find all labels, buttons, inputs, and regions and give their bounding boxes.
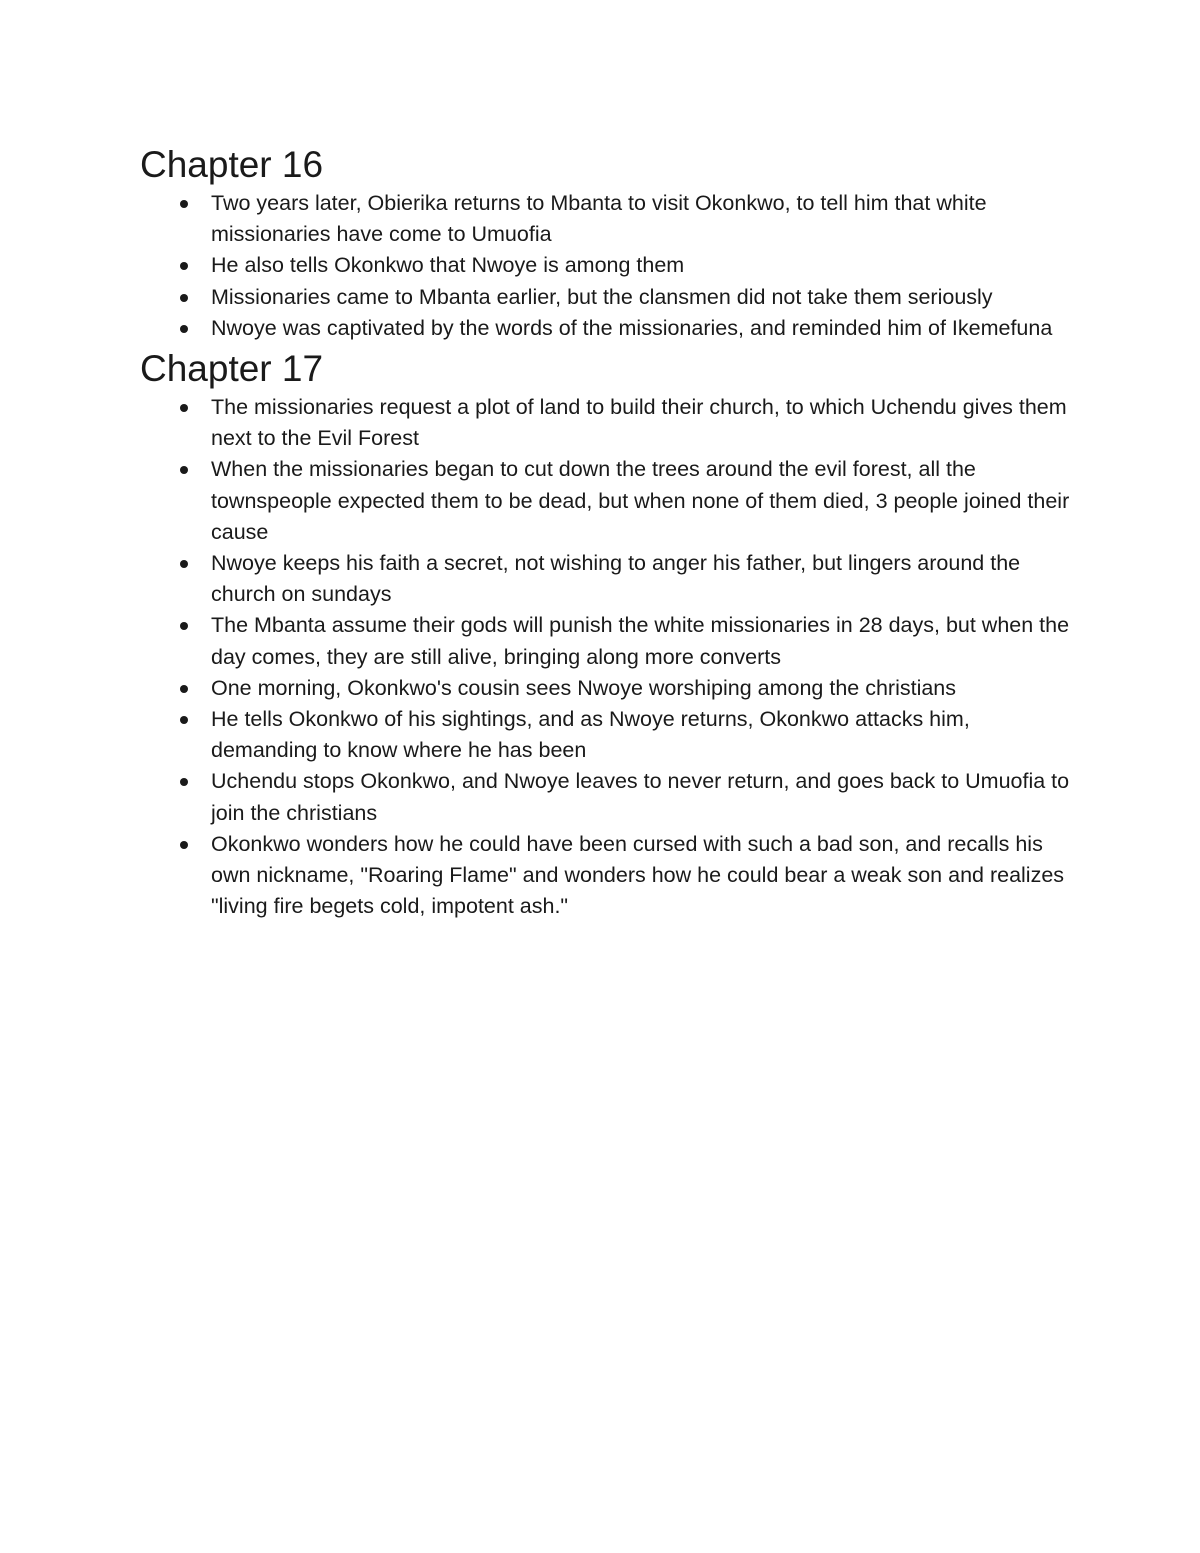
list-item-text: The missionaries request a plot of land to build their church, to which Uchendu gives them next to the Evil Forest bbox=[211, 395, 1067, 451]
bullet-icon bbox=[180, 466, 188, 474]
bullet-icon bbox=[180, 841, 188, 849]
chapter-17-heading: Chapter 17 bbox=[140, 348, 324, 390]
chapter-17-bullet-list bbox=[140, 392, 1070, 922]
bullet-icon bbox=[180, 262, 188, 270]
chapter-16-heading: Chapter 16 bbox=[140, 144, 324, 185]
chapter-16-section bbox=[140, 142, 1070, 344]
list-item bbox=[140, 392, 1070, 454]
list-item-text: One morning, Okonkwo's cousin sees Nwoye worshiping among the christians bbox=[211, 675, 957, 700]
list-item bbox=[140, 704, 1070, 766]
chapter-17-section bbox=[140, 346, 1070, 922]
bullet-icon bbox=[180, 622, 188, 630]
list-item bbox=[140, 610, 1070, 672]
list-item-text: Okonkwo wonders how he could have been cursed with such a bad son, and recalls his own nickname, "Roaring Flame" and wonders how he could bear a weak son and realizes "living fire begets cold, impotent ash." bbox=[211, 831, 1065, 919]
list-item bbox=[140, 673, 1070, 704]
list-item-text: Two years later, Obierika returns to Mbanta to visit Okonkwo, to tell him that white missionaries have come to Umuofia bbox=[211, 191, 987, 247]
document-page bbox=[140, 142, 1070, 922]
list-item-text: Uchendu stops Okonkwo, and Nwoye leaves to never return, and goes back to Umuofia to join the christians bbox=[211, 769, 1070, 825]
list-item bbox=[140, 250, 1070, 281]
bullet-icon bbox=[180, 716, 188, 724]
list-item-text: Missionaries came to Mbanta earlier, but the clansmen did not take them seriously bbox=[211, 284, 993, 309]
bullet-icon bbox=[180, 404, 188, 412]
list-item bbox=[140, 282, 1070, 313]
bullet-icon bbox=[180, 200, 188, 208]
list-item-text: He also tells Okonkwo that Nwoye is among them bbox=[211, 253, 685, 278]
list-item-text: Nwoye keeps his faith a secret, not wishing to anger his father, but lingers around the church on sundays bbox=[211, 551, 1021, 607]
bullet-icon bbox=[180, 778, 188, 786]
list-item bbox=[140, 829, 1070, 923]
list-item bbox=[140, 454, 1070, 548]
bullet-icon bbox=[180, 325, 188, 333]
bullet-icon bbox=[180, 294, 188, 302]
chapter-16-bullet-list bbox=[140, 188, 1070, 344]
bullet-icon bbox=[180, 685, 188, 693]
list-item-text: The Mbanta assume their gods will punish the white missionaries in 28 days, but when the day comes, they are still alive, bringing along more converts bbox=[211, 613, 1070, 669]
list-item bbox=[140, 548, 1070, 610]
list-item bbox=[140, 188, 1070, 250]
bullet-icon bbox=[180, 560, 188, 568]
list-item bbox=[140, 313, 1070, 344]
list-item-text: Nwoye was captivated by the words of the missionaries, and reminded him of Ikemefuna bbox=[211, 315, 1053, 340]
list-item-text: When the missionaries began to cut down the trees around the evil forest, all the townspeople expected them to be dead, but when none of them died, 3 people joined their cause bbox=[211, 457, 1070, 544]
list-item-text: He tells Okonkwo of his sightings, and as Nwoye returns, Okonkwo attacks him, demanding to know where he has been bbox=[211, 707, 970, 763]
list-item bbox=[140, 766, 1070, 828]
